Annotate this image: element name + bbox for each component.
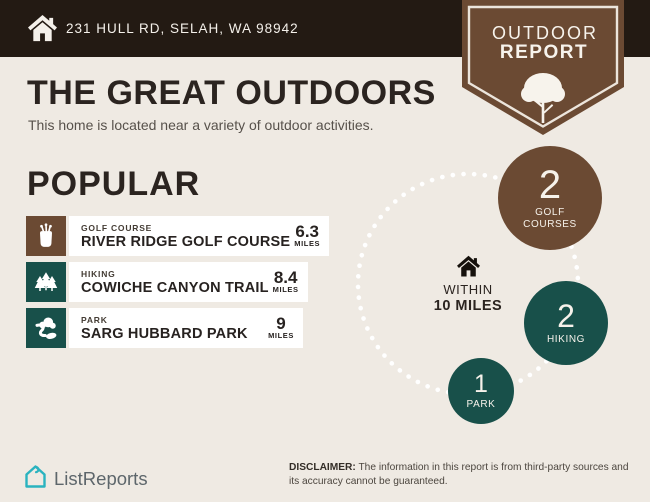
bubble-label: HIKING	[546, 333, 586, 345]
place-text	[81, 223, 290, 250]
within-label-line2: 10 MILES	[433, 298, 503, 314]
disclaimer-label: DISCLAIMER:	[289, 462, 356, 473]
page-subtitle: This home is located near a variety of outdoor activities.	[28, 117, 374, 133]
place-distance-block	[269, 270, 299, 294]
place-distance: 9	[276, 314, 286, 333]
within-radius-label	[418, 282, 518, 314]
place-distance-unit: MILES	[294, 239, 321, 248]
house-icon	[27, 14, 58, 48]
place-distance-block	[264, 316, 294, 340]
place-distance: 8.4	[273, 268, 298, 287]
place-card	[69, 262, 308, 302]
listreports-logo-text: ListReports	[54, 468, 148, 489]
place-name: SARG HUBBARD PARK	[81, 325, 248, 342]
place-distance-block	[290, 224, 320, 248]
bubble-count: 2	[557, 297, 575, 334]
park-path-icon	[26, 308, 66, 348]
property-address: 231 HULL RD, SELAH, WA 98942	[66, 21, 299, 36]
bubble-label: PARK	[466, 398, 496, 410]
house-icon	[456, 255, 481, 283]
place-row-hiking	[26, 262, 303, 302]
popular-heading: POPULAR	[27, 165, 201, 203]
place-card	[69, 216, 329, 256]
place-text	[81, 315, 264, 342]
bubble-label: GOLF COURSES	[523, 206, 577, 230]
place-card	[69, 308, 303, 348]
place-distance: 6.3	[295, 222, 320, 241]
disclaimer-text: The information in this report is from third-party sources and its accuracy cannot be guaranteed.	[289, 462, 629, 487]
place-distance-unit: MILES	[272, 285, 299, 294]
badge-title-line1: OUTDOOR	[492, 23, 598, 43]
pine-trees-icon	[26, 262, 66, 302]
within-label-line1: WITHIN	[443, 282, 493, 297]
page-title: THE GREAT OUTDOORS	[27, 74, 436, 112]
place-category: PARK	[81, 314, 108, 325]
place-text	[81, 269, 269, 296]
bubble-count: 2	[538, 162, 562, 207]
listreports-house-icon	[24, 464, 47, 494]
bubble-golf-courses	[498, 146, 602, 250]
place-name: RIVER RIDGE GOLF COURSE	[81, 233, 291, 250]
bubble-hiking	[524, 281, 608, 365]
place-row-park	[26, 308, 303, 348]
place-category: HIKING	[81, 268, 116, 279]
place-name: COWICHE CANYON TRAIL	[81, 279, 269, 296]
golf-bag-icon	[26, 216, 66, 256]
bubble-count: 1	[474, 369, 488, 398]
outdoor-report-badge	[462, 0, 624, 137]
badge-title-line2: REPORT	[499, 42, 589, 63]
disclaimer	[289, 461, 633, 488]
place-row-golf	[26, 216, 321, 256]
place-category: GOLF COURSE	[81, 222, 153, 233]
listreports-logo	[24, 464, 148, 494]
places-list	[26, 216, 321, 354]
bubble-park	[448, 358, 514, 424]
place-distance-unit: MILES	[268, 331, 294, 340]
